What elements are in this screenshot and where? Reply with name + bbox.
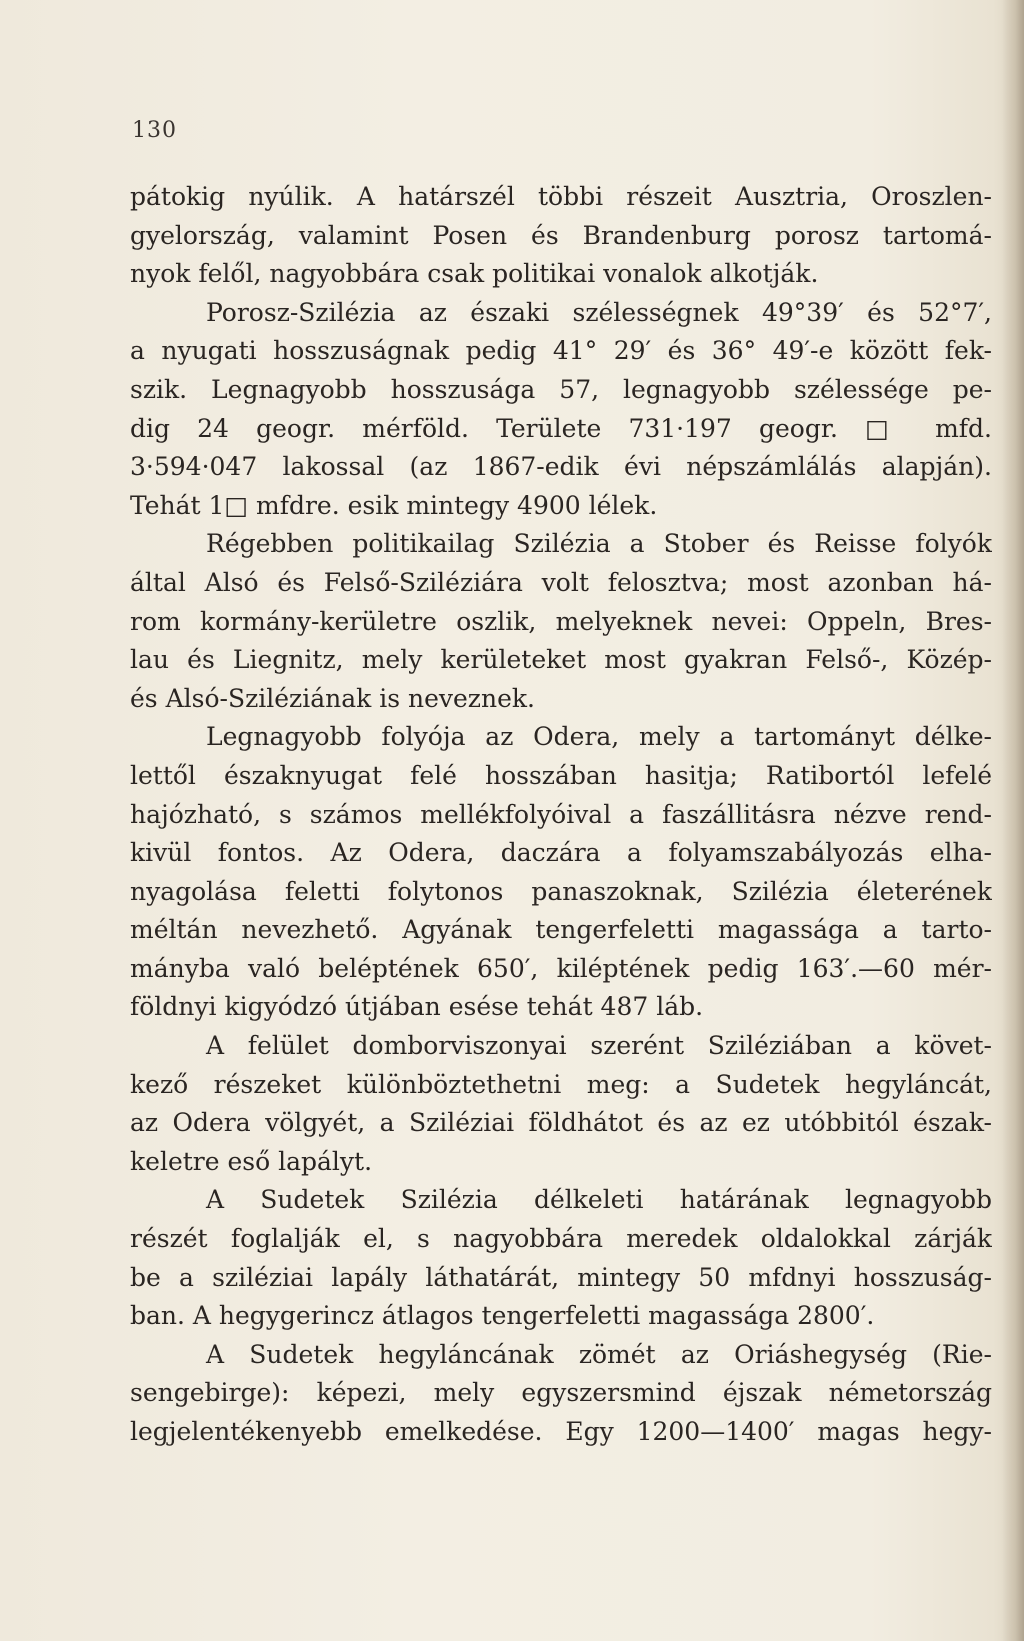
- text-line: által Alsó és Felső-Sziléziára volt felosztva; most azonban há-: [130, 567, 992, 597]
- text-line: be a sziléziai lapály láthatárát, mintegy 50 mfdnyi hosszuság-: [130, 1262, 992, 1292]
- text-line: A Sudetek hegyláncának zömét az Oriáshegység (Rie-: [206, 1339, 992, 1369]
- text-line: lau és Liegnitz, mely kerületeket most gyakran Felső-, Közép-: [130, 645, 992, 675]
- text-line: Régebben politikailag Szilézia a Stober és Reisse folyók: [206, 529, 992, 559]
- text-line: nyagolása feletti folytonos panaszoknak, Szilézia életerének: [130, 876, 992, 906]
- text-line: földnyi kigyódzó útjában esése tehát 487 láb.: [130, 992, 704, 1022]
- text-line: dig 24 geogr. mérföld. Területe 731·197 geogr. □ mfd.: [130, 413, 992, 443]
- text-line: mányba való beléptének 650′, kiléptének pedig 163′.—60 mér-: [130, 953, 992, 983]
- text-line: Porosz-Szilézia az északi szélességnek 49°39′ és 52°7′,: [206, 297, 992, 327]
- text-line: 3·594·047 lakossal (az 1867-edik évi népszámlálás alapján).: [130, 452, 992, 482]
- text-line: kivül fontos. Az Odera, daczára a folyamszabályozás elha-: [130, 838, 992, 868]
- text-line: részét foglalják el, s nagyobbára meredek oldalokkal zárják: [130, 1224, 992, 1254]
- text-line: A Sudetek Szilézia délkeleti határának legnagyobb: [206, 1185, 992, 1215]
- text-line: az Odera völgyét, a Sziléziai földhátot és az ez utóbbitól észak-: [130, 1108, 992, 1138]
- page-edge-shadow: [1002, 0, 1024, 1641]
- text-line: rom kormány-kerületre oszlik, melyeknek nevei: Oppeln, Bres-: [130, 606, 992, 636]
- text-line: A felület domborviszonyai szerént Sziléziában a követ-: [206, 1031, 992, 1061]
- text-line: szik. Legnagyobb hosszusága 57, legnagyobb szélessége pe-: [130, 374, 992, 404]
- page-number: 130: [132, 118, 177, 143]
- text-line: pátokig nyúlik. A határszél többi részeit Ausztria, Oroszlen-: [130, 182, 992, 211]
- text-line: méltán nevezhető. Agyának tengerfeletti magassága a tarto-: [130, 915, 992, 945]
- text-line: ban. A hegygerincz átlagos tengerfeletti magassága 2800′.: [130, 1301, 875, 1331]
- body-text: [130, 178, 992, 1452]
- text-line: legjelentékenyebb emelkedése. Egy 1200—1400′ magas hegy-: [130, 1417, 992, 1446]
- text-line: Tehát 1□ mfdre. esik mintegy 4900 lélek.: [130, 490, 658, 520]
- text-line: és Alsó-Sziléziának is neveznek.: [130, 683, 535, 713]
- text-line: keletre eső lapályt.: [130, 1146, 373, 1176]
- text-line: hajózható, s számos mellékfolyóival a faszállitásra nézve rend-: [130, 799, 992, 829]
- text-line: kező részeket különböztethetni meg: a Sudetek hegyláncát,: [130, 1069, 992, 1099]
- text-line: nyok felől, nagyobbára csak politikai vonalok alkotják.: [130, 259, 819, 289]
- text-line: Legnagyobb folyója az Odera, mely a tartományt délke-: [206, 722, 992, 752]
- text-line: a nyugati hosszuságnak pedig 41° 29′ és 36° 49′-e között fek-: [130, 336, 992, 366]
- text-line: lettől északnyugat felé hosszában hasitja; Ratibortól lefelé: [130, 760, 992, 790]
- text-line: sengebirge): képezi, mely egyszersmind éjszak németország: [130, 1378, 992, 1408]
- text-line: gyelország, valamint Posen és Brandenburg porosz tartomá-: [130, 220, 992, 250]
